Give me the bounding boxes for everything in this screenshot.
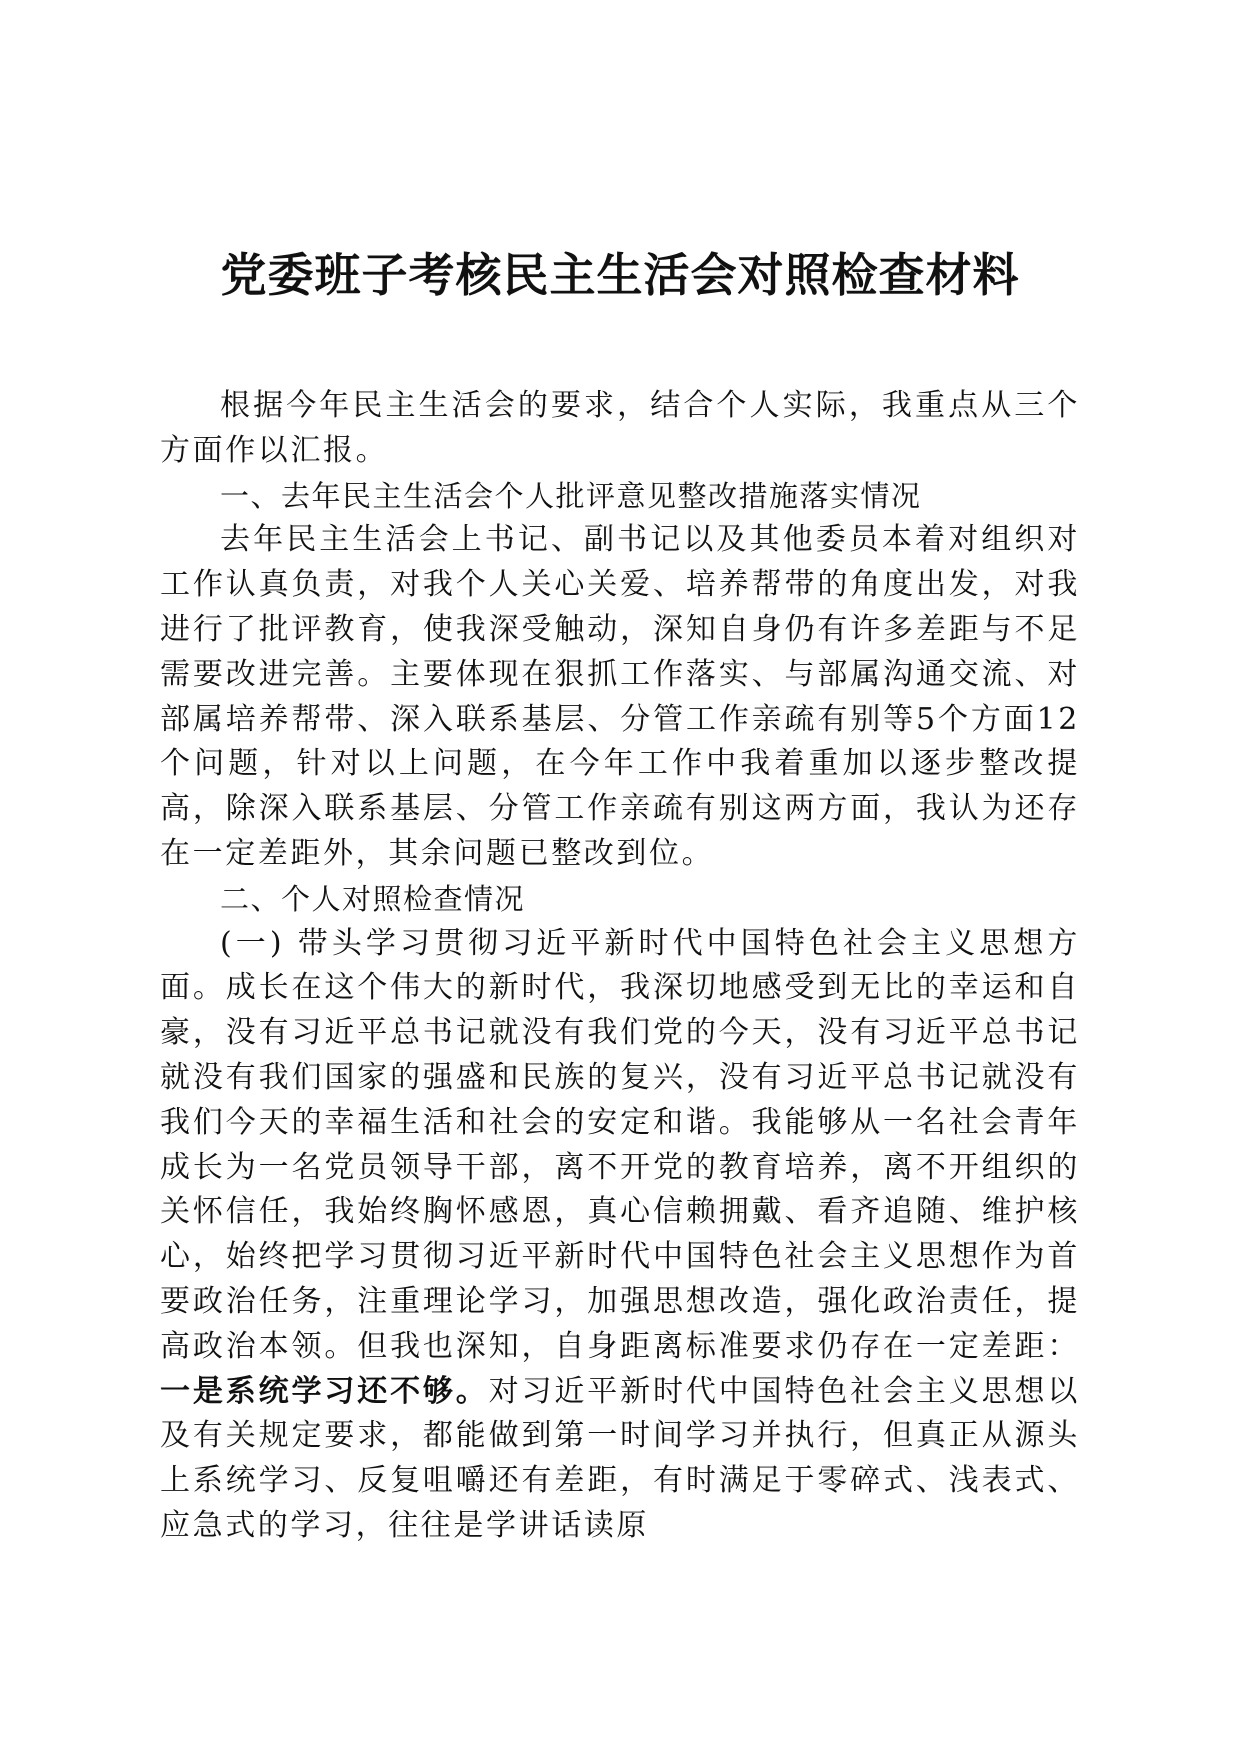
subsection-1-text-b: 对习近平新时代中国特色社会主义思想以及有关规定要求，都能做到第一时间学习并执行，但真正从源头上系统学习、反复咀嚼还有差距，有时满足于零碎式、浅表式、应急式的学习，往往是学讲话读原 — [160, 1373, 1080, 1543]
section-2-heading: 二、个人对照检查情况 — [220, 881, 526, 916]
subsection-1-title: (一) 带头学习贯彻习近平新时代中国特色社会主义思想方面。 — [160, 925, 1080, 1006]
section-1-paragraph: 去年民主生活会上书记、副书记以及其他委员本着对组织对工作认真负责，对我个人关心关爱、培养帮带的角度出发，对我进行了批评教育，使我深受触动，深知自身仍有许多差距与不足需要改进完善。主要体现在狠抓工作落实、与部属沟通交流、对部属培养帮带、深入联系基层、分管工作亲疏有别等5个方面12个问题，针对以上问题，在今年工作中我着重加以逐步整改提高，除深入联系基层、分管工作亲疏有别这两方面，我认为还存在一定差距外，其余问题已整改到位。 — [160, 522, 1080, 871]
section-2-subsection-1-paragraph — [160, 922, 1080, 1549]
section-1-heading: 一、去年民主生活会个人批评意见整改措施落实情况 — [220, 478, 922, 513]
document-body — [160, 384, 1080, 1549]
intro-paragraph: 根据今年民主生活会的要求，结合个人实际，我重点从三个方面作以汇报。 — [160, 388, 1080, 468]
document-title: 党委班子考核民主生活会对照检查材料 — [220, 248, 1020, 302]
subsection-1-point-1: 一是系统学习还不够。 — [160, 1373, 489, 1409]
subsection-1-text-a: 成长在这个伟大的新时代，我深切地感受到无比的幸运和自豪，没有习近平总书记就没有我们党的今天，没有习近平总书记就没有我们国家的强盛和民族的复兴，没有习近平总书记就没有我们今天的幸福生活和社会的安定和谐。我能够从一名社会青年成长为一名党员领导干部，离不开党的教育培养，离不开组织的关怀信任，我始终胸怀感恩，真心信赖拥戴、看齐追随、维护核心，始终把学习贯彻习近平新时代中国特色社会主义思想作为首要政治任务，注重理论学习，加强思想改造，强化政治责任，提高政治本领。但我也深知，自身距离标准要求仍存在一定差距： — [160, 970, 1080, 1364]
